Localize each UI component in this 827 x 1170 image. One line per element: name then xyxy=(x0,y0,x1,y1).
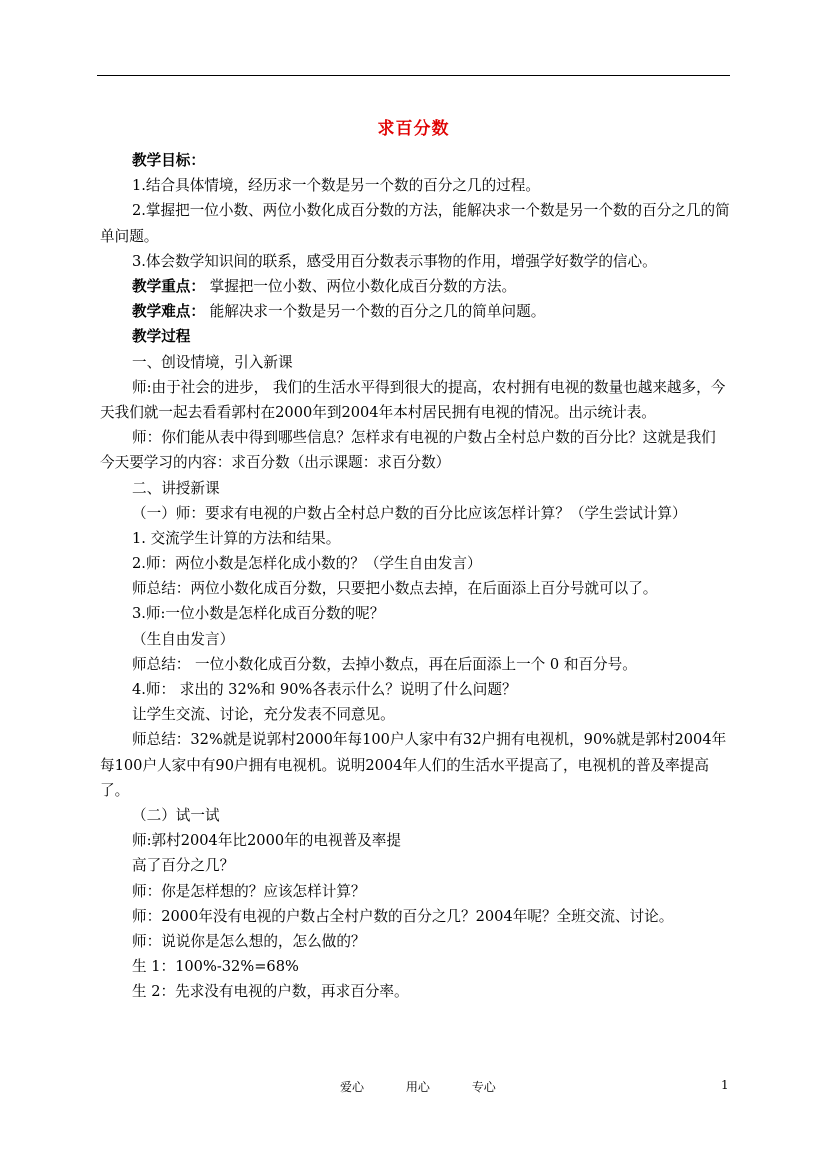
line-text: 2.掌握把一位小数、两位小数化成百分数的方法，能解决求一个数是另一个数的百分之几的简单问题。 xyxy=(100,202,730,245)
line-text: 让学生交流、讨论，充分发表不同意见。 xyxy=(132,706,395,724)
line-text: （生自由发言） xyxy=(132,630,235,648)
text-line xyxy=(100,879,730,904)
text-line xyxy=(100,551,730,576)
line-text: 师总结：32%就是说郭村2000年每100户人家中有32户拥有电视机，90%就是郭村2004年每100户人家中有90户拥有电视机。说明2004年人们的生活水平提高了，电视机的普及率提高了。 xyxy=(100,731,727,799)
text-line xyxy=(100,576,730,601)
line-text: 1. 交流学生计算的方法和结果。 xyxy=(132,529,341,547)
text-line xyxy=(100,929,730,954)
line-text: 师：你们能从表中得到哪些信息？怎样求有电视的户数占全村总户数的百分比？这就是我们今天要学习的内容：求百分数（出示课题：求百分数） xyxy=(100,429,716,472)
header-rule xyxy=(97,75,730,76)
line-text: 3.体会数学知识间的联系，感受用百分数表示事物的作用，增强学好数学的信心。 xyxy=(132,252,657,270)
text-line xyxy=(100,350,730,375)
line-text: 1.结合具体情境，经历求一个数是另一个数的百分之几的过程。 xyxy=(132,177,540,195)
line-text: 掌握把一位小数、两位小数化成百分数的方法。 xyxy=(204,277,517,295)
text-line xyxy=(100,148,730,173)
line-text: 二、讲授新课 xyxy=(132,479,220,497)
line-text: 高了百分之几？ xyxy=(132,857,235,875)
text-line xyxy=(100,173,730,198)
line-text: （二）试一试 xyxy=(132,807,220,825)
text-line xyxy=(100,803,730,828)
footer-item: 专心 xyxy=(471,1080,496,1094)
line-text: 4.师： 求出的 32%和 90%各表示什么？说明了什么问题？ xyxy=(132,681,517,699)
section-label: 教学重点： xyxy=(132,277,205,295)
text-line xyxy=(100,476,730,501)
text-line xyxy=(100,299,730,324)
text-line xyxy=(100,979,730,1004)
footer-item: 用心 xyxy=(405,1080,430,1094)
text-line xyxy=(100,526,730,551)
line-text: 师：说说你是怎么想的，怎么做的？ xyxy=(132,932,366,950)
line-text: 教学过程 xyxy=(132,328,191,346)
line-text: 2.师：两位小数是怎样化成小数的？（学生自由发言） xyxy=(132,555,482,573)
line-text: 生 2：先求没有电视的户数，再求百分率。 xyxy=(132,983,409,1001)
line-text: 师总结： 一位小数化成百分数，去掉小数点，再在后面添上一个 0 和百分号。 xyxy=(132,655,637,673)
text-line xyxy=(100,274,730,299)
text-line xyxy=(100,702,730,727)
text-line xyxy=(100,677,730,702)
page-title: 求百分数 xyxy=(377,119,450,139)
text-line xyxy=(100,727,730,803)
line-text: 3.师:一位小数是怎样化成百分数的呢？ xyxy=(132,605,385,623)
footer-item: 爱心 xyxy=(340,1080,365,1094)
text-line xyxy=(100,198,730,248)
footer xyxy=(340,1078,516,1095)
text-line xyxy=(100,425,730,475)
text-line xyxy=(100,853,730,878)
text-line xyxy=(100,324,730,349)
text-line xyxy=(100,501,730,526)
text-line xyxy=(100,652,730,677)
page-number: 1 xyxy=(721,1078,729,1092)
text-line xyxy=(100,249,730,274)
line-text: （一）师：要求有电视的户数占全村总户数的百分比应该怎样计算？（学生尝试计算） xyxy=(132,504,687,522)
line-text: 生 1：100%-32%=68% xyxy=(132,958,299,976)
text-line xyxy=(100,375,730,425)
line-text: 教学目标： xyxy=(132,152,205,169)
line-text: 一、创设情境，引入新课 xyxy=(132,353,293,371)
line-text: 能解决求一个数是另一个数的百分之几的简单问题。 xyxy=(204,303,546,321)
text-line xyxy=(100,627,730,652)
line-text: 师:由于社会的进步， 我们的生活水平得到很大的提高，农村拥有电视的数量也越来越多，今天我们就一起去看看郭村在2000年到2004年本村居民拥有电视的情况。出示统计表。 xyxy=(100,378,726,421)
line-text: 师总结：两位小数化成百分数，只要把小数点去掉，在后面添上百分号就可以了。 xyxy=(132,580,658,598)
line-text: 师：你是怎样想的？应该怎样计算？ xyxy=(132,882,366,900)
text-line xyxy=(100,828,730,853)
line-text: 师：2000年没有电视的户数占全村户数的百分之几？2004年呢？全班交流、讨论。 xyxy=(132,907,674,925)
document-body xyxy=(100,148,730,1005)
section-label: 教学难点： xyxy=(132,303,205,321)
text-line xyxy=(100,601,730,626)
text-line xyxy=(100,954,730,979)
text-line xyxy=(100,904,730,929)
line-text: 师:郭村2004年比2000年的电视普及率提 xyxy=(132,832,401,850)
